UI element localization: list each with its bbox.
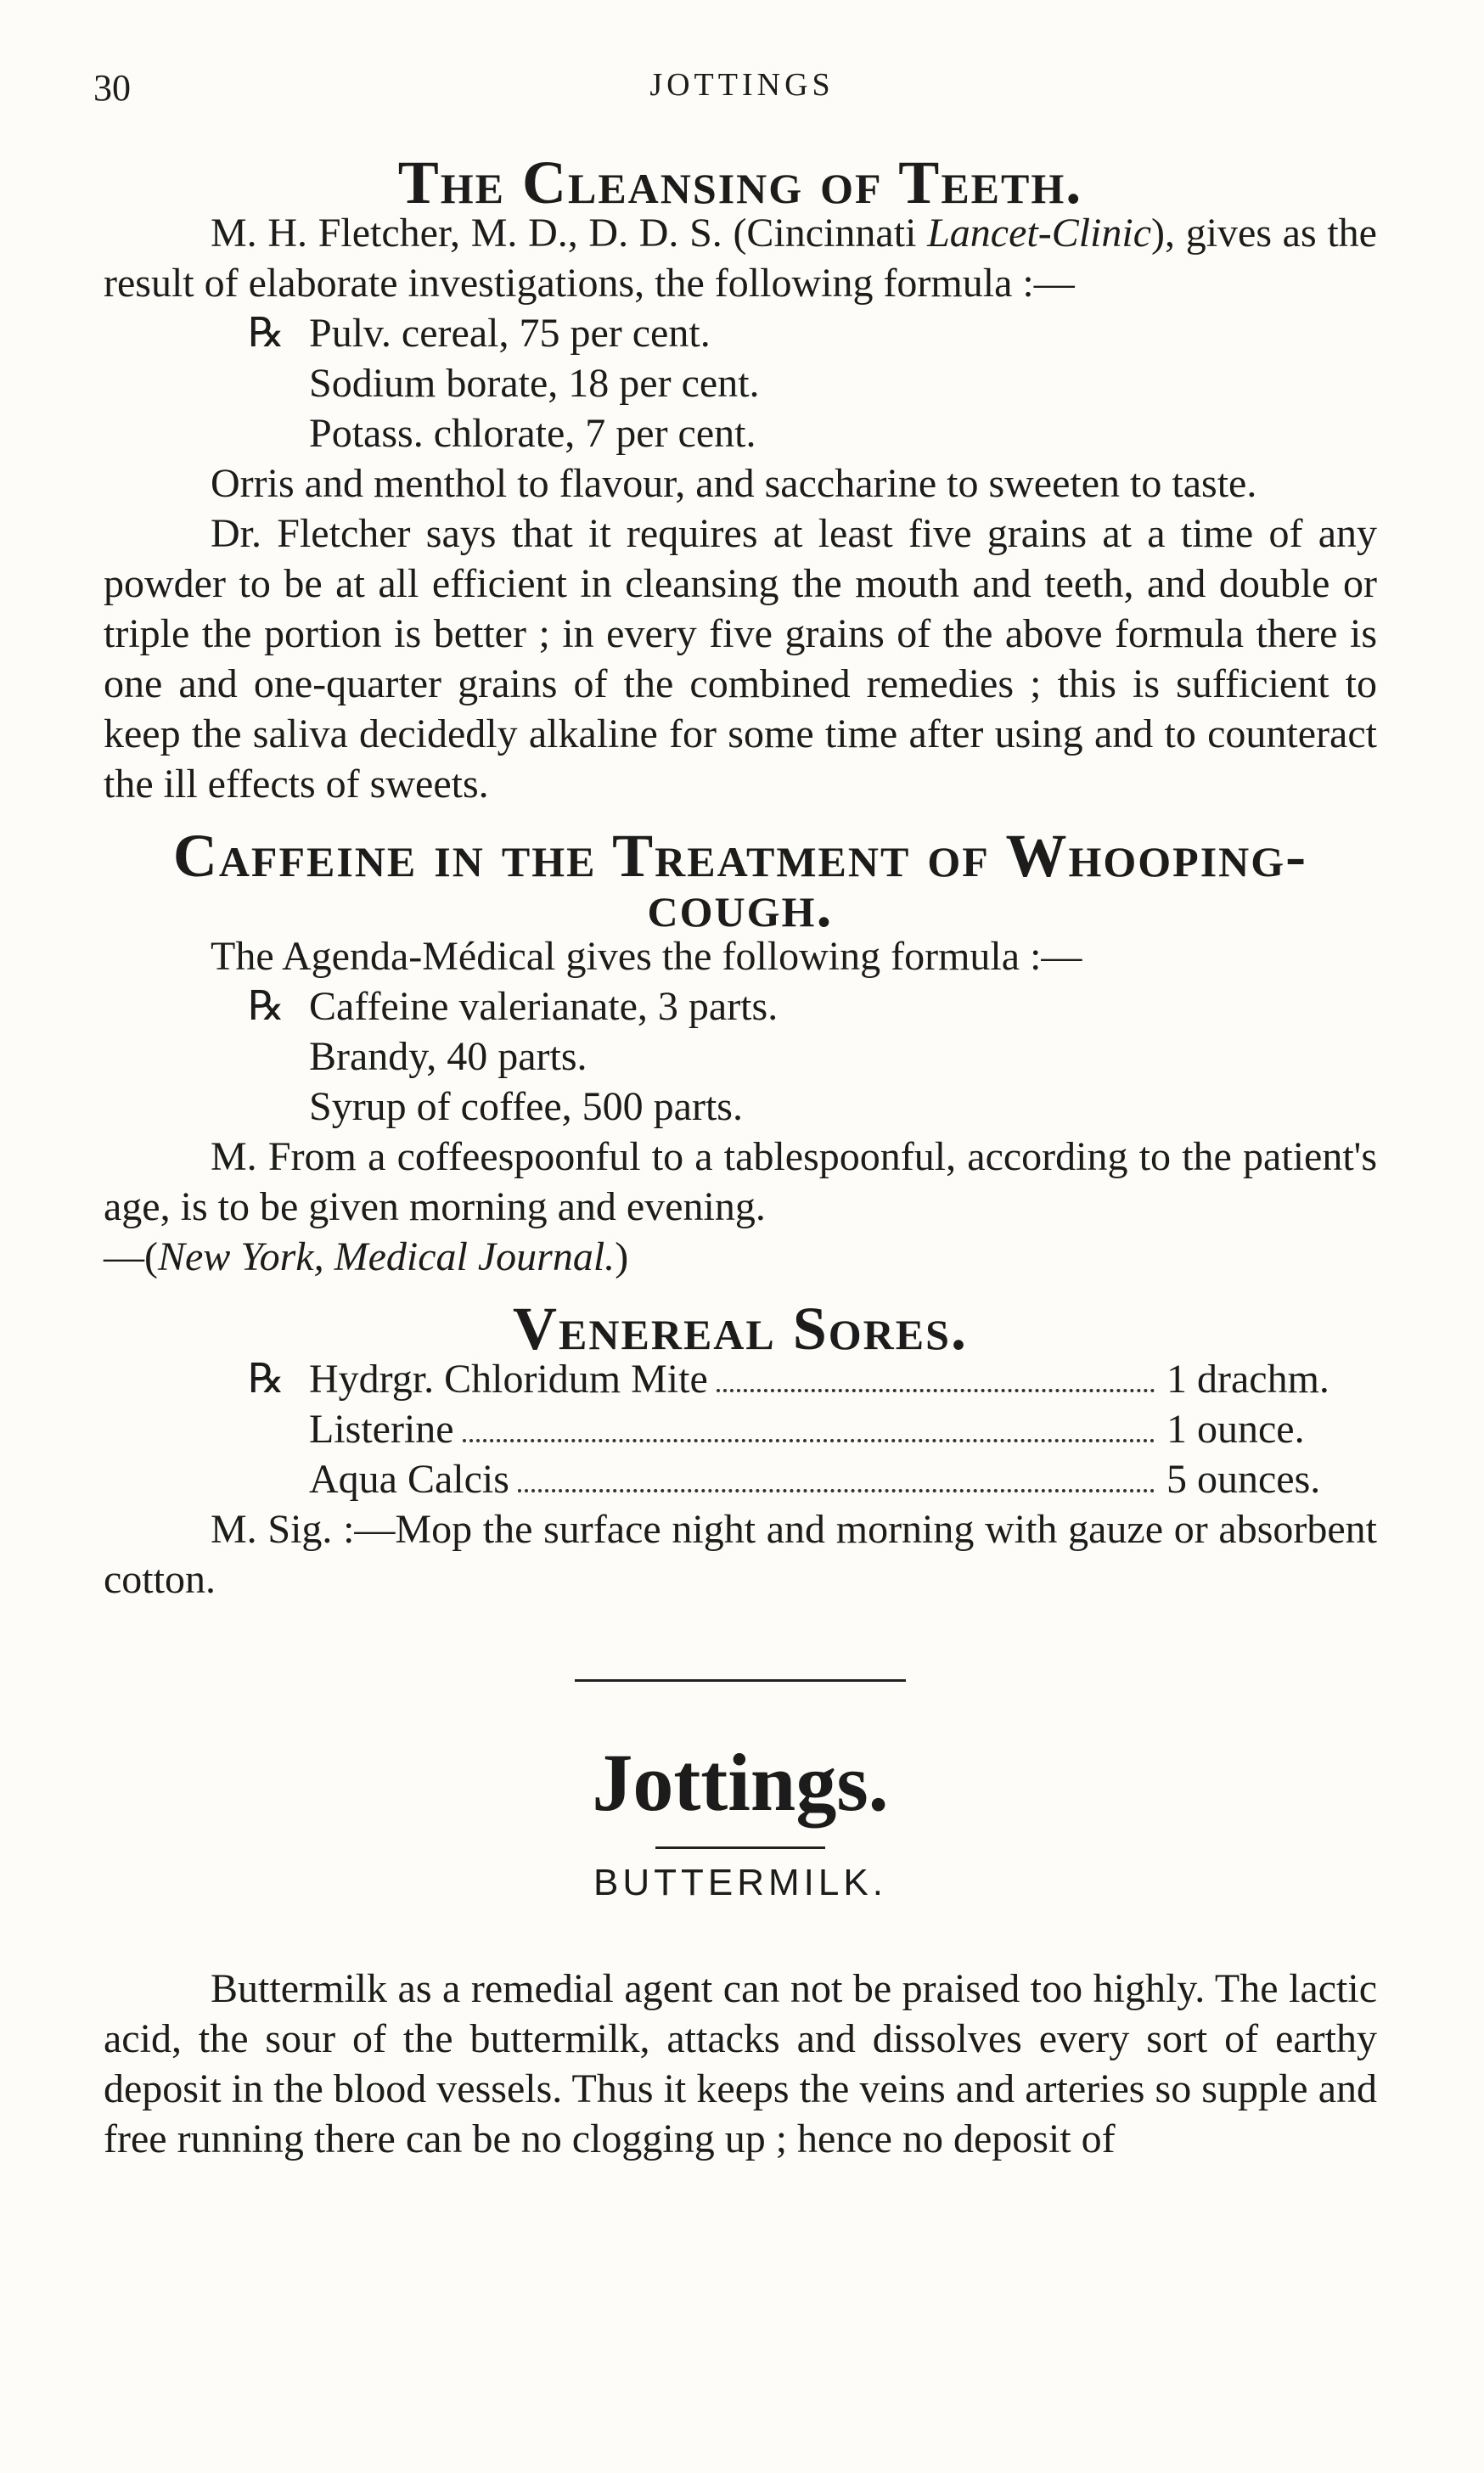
section1-paragraph-1: Orris and menthol to flavour, and saccharine to sweeten to taste. bbox=[211, 461, 1257, 506]
source-citation: New York, Medical Journal. bbox=[157, 1234, 616, 1279]
formula-cleansing-teeth bbox=[248, 308, 1377, 458]
formula-line bbox=[248, 981, 1377, 1031]
section2-paragraph-1 bbox=[104, 1132, 1377, 1282]
formula-item: Pulv. cereal, 75 per cent. bbox=[309, 311, 711, 356]
formula-item: Sodium borate, 18 per cent. bbox=[309, 361, 760, 406]
source-suffix: ) bbox=[615, 1234, 629, 1279]
formula-item: Potass. chlorate, 7 per cent. bbox=[309, 411, 756, 456]
page-header bbox=[0, 66, 1484, 117]
formula-row bbox=[248, 1404, 1377, 1454]
rx-icon: ℞ bbox=[248, 1357, 285, 1402]
rx-icon: ℞ bbox=[248, 311, 285, 356]
page-body bbox=[104, 149, 1377, 2164]
section1-intro bbox=[104, 208, 1377, 308]
intro-text-a: M. H. Fletcher, M. D., D. D. S. (Cincinnati bbox=[211, 211, 928, 256]
formula-line bbox=[248, 358, 1377, 408]
dosage-text: M. From a coffeespoonful to a tablespoonful, according to the patient's age, is to be given morning and evening. bbox=[104, 1134, 1377, 1229]
buttermilk-paragraph: Buttermilk as a remedial agent can not be praised too highly. The lactic acid, the sour of the buttermilk, attacks and dissolves every sort of earthy deposit in the blood vessels. Thus it keeps the veins and arteries so supple and free running there can be no clogging up ; hence no deposit of bbox=[104, 1966, 1377, 2161]
buttermilk-title: BUTTERMILK. bbox=[593, 1862, 887, 1903]
formula-line bbox=[248, 1082, 1377, 1132]
page-number: 30 bbox=[93, 67, 131, 109]
section1-paragraph-2: Dr. Fletcher says that it requires at least five grains at a time of any powder to be at all efficient in cleansing the mouth and teeth, and double or triple the portion is better ; in every five grains of the above formula there is one and one-quarter grains of the combined remedies ; this is sufficient to keep the saliva decidedly alkaline for some time after using and to counteract the ill effects of sweets. bbox=[104, 511, 1377, 807]
formula-caffeine bbox=[248, 981, 1377, 1132]
intro-text-b: ), gives as the result of elaborate investigations, the following formula :— bbox=[104, 211, 1377, 306]
ingredient-quantity: 5 ounces. bbox=[1166, 1457, 1321, 1502]
formula-item: Caffeine valerianate, 3 parts. bbox=[309, 984, 779, 1029]
ingredient-quantity: 1 drachm. bbox=[1166, 1357, 1329, 1402]
jottings-title: Jottings. bbox=[592, 1737, 889, 1828]
ingredient-name: Listerine bbox=[309, 1407, 454, 1452]
leader-dots bbox=[463, 1439, 1155, 1442]
formula-line bbox=[248, 1031, 1377, 1082]
title-underline bbox=[655, 1846, 825, 1849]
section2-intro: The Agenda-Médical gives the following formula :— bbox=[211, 934, 1082, 979]
source-prefix: —( bbox=[104, 1234, 158, 1279]
formula-line bbox=[248, 308, 1377, 358]
formula-item: Syrup of coffee, 500 parts. bbox=[309, 1084, 743, 1129]
ingredient-name: Aqua Calcis bbox=[309, 1457, 509, 1502]
section-title-cleansing-teeth: The Cleansing of Teeth. bbox=[397, 149, 1083, 216]
running-head: JOTTINGS bbox=[649, 67, 835, 103]
leader-dots bbox=[717, 1389, 1155, 1392]
formula-row bbox=[248, 1454, 1377, 1504]
formula-venereal-sores bbox=[248, 1354, 1377, 1504]
ingredient-quantity: 1 ounce. bbox=[1166, 1407, 1305, 1452]
rx-icon: ℞ bbox=[248, 984, 285, 1029]
formula-item: Brandy, 40 parts. bbox=[309, 1034, 587, 1079]
section3-paragraph-1: M. Sig. :—Mop the surface night and morning with gauze or absorbent cotton. bbox=[104, 1507, 1377, 1602]
intro-source: Lancet-Clinic bbox=[927, 211, 1152, 256]
section-divider bbox=[575, 1679, 906, 1682]
section-title-caffeine: Caffeine in the Treatment of Whooping-cough. bbox=[172, 822, 1308, 940]
ingredient-name: Hydrgr. Chloridum Mite bbox=[309, 1357, 708, 1402]
leader-dots bbox=[518, 1489, 1155, 1492]
section-title-venereal-sores: Venereal Sores. bbox=[513, 1295, 968, 1363]
formula-line bbox=[248, 408, 1377, 458]
